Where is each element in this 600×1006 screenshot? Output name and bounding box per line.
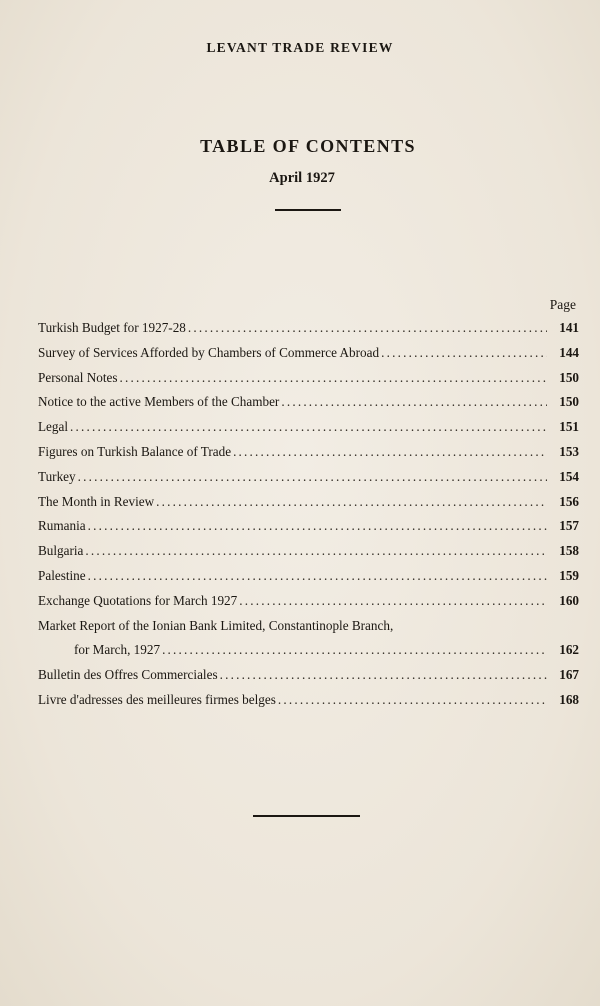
leader-dots [88,568,547,584]
leader-dots [233,444,547,460]
leader-dots [119,370,547,386]
toc-entry-title: Market Report of the Ionian Bank Limited, Constantinople Branch, [38,617,394,633]
toc-entry-livre-d-adresses[interactable] [38,692,579,717]
toc-entry-legal[interactable] [38,419,579,444]
table-of-contents [38,320,579,717]
toc-entry-title: Palestine [38,567,86,583]
toc-entry-page: 150 [559,369,579,385]
toc-entry-title-continuation: for March, 1927 [74,642,161,658]
toc-entry-title: Personal Notes [38,369,118,385]
leader-dots [156,494,547,510]
toc-entry-market-report[interactable] [38,618,579,643]
toc-entry-palestine[interactable] [38,568,579,593]
toc-entry-survey-of-services[interactable] [38,345,579,370]
toc-entry-month-in-review[interactable] [38,494,579,519]
issue-date: April 1927 [269,170,335,186]
toc-entry-title: Bulgaria [38,543,84,559]
toc-entry-rumania[interactable] [38,518,579,543]
toc-entry-page: 151 [559,419,579,435]
toc-entry-page: 158 [559,543,579,559]
footer-divider [253,815,360,817]
toc-entry-title: Legal [38,419,69,435]
leader-dots [281,394,547,410]
title-divider [275,209,341,211]
toc-entry-page: 150 [559,394,579,410]
leader-dots [278,692,547,708]
toc-entry-page: 159 [559,567,579,583]
toc-entry-title: Rumania [38,518,86,534]
leader-dots [381,345,547,361]
toc-entry-page: 154 [559,468,579,484]
toc-entry-title: Notice to the active Members of the Chamber [38,394,280,410]
leader-dots [85,543,547,559]
toc-entry-turkey[interactable] [38,469,579,494]
leader-dots [162,642,547,658]
toc-entry-notice-to-members[interactable] [38,394,579,419]
toc-entry-page: 153 [559,443,579,459]
toc-entry-bulgaria[interactable] [38,543,579,568]
toc-entry-exchange-quotations[interactable] [38,593,579,618]
toc-entry-title: Livre d'adresses des meilleures firmes belges [38,691,276,707]
toc-entry-page: 168 [559,691,579,707]
toc-entry-title: Bulletin des Offres Commerciales [38,667,218,683]
page-column-label: Page [549,297,576,312]
leader-dots [220,667,547,683]
toc-entry-title: Figures on Turkish Balance of Trade [38,443,232,459]
toc-entry-turkish-budget[interactable] [38,320,579,345]
toc-entry-page: 160 [559,592,579,608]
toc-entry-balance-of-trade[interactable] [38,444,579,469]
leader-dots [239,593,547,609]
toc-entry-page: 141 [559,320,579,335]
toc-entry-personal-notes[interactable] [38,370,579,395]
toc-entry-title: Survey of Services Afforded by Chambers of Commerce Abroad [38,344,380,360]
leader-dots [188,320,547,336]
leader-dots [70,419,547,435]
page-title: TABLE OF CONTENTS [200,136,416,156]
running-head: LEVANT TRADE REVIEW [206,40,394,55]
leader-dots [78,469,547,485]
toc-entry-title: Turkish Budget for 1927-28 [38,320,186,335]
toc-entry-page: 156 [559,493,579,509]
toc-entry-page: 144 [559,344,579,360]
toc-entry-bulletin-des-offres[interactable] [38,667,579,692]
leader-dots [88,518,547,534]
toc-entry-title: Turkey [38,468,76,484]
toc-entry-page: 157 [559,518,579,534]
toc-entry-title: Exchange Quotations for March 1927 [38,592,238,608]
toc-entry-page: 167 [559,667,579,683]
toc-entry-title: The Month in Review [38,493,155,509]
toc-entry-page: 162 [559,642,579,658]
toc-entry-market-report-continued[interactable] [38,642,579,667]
